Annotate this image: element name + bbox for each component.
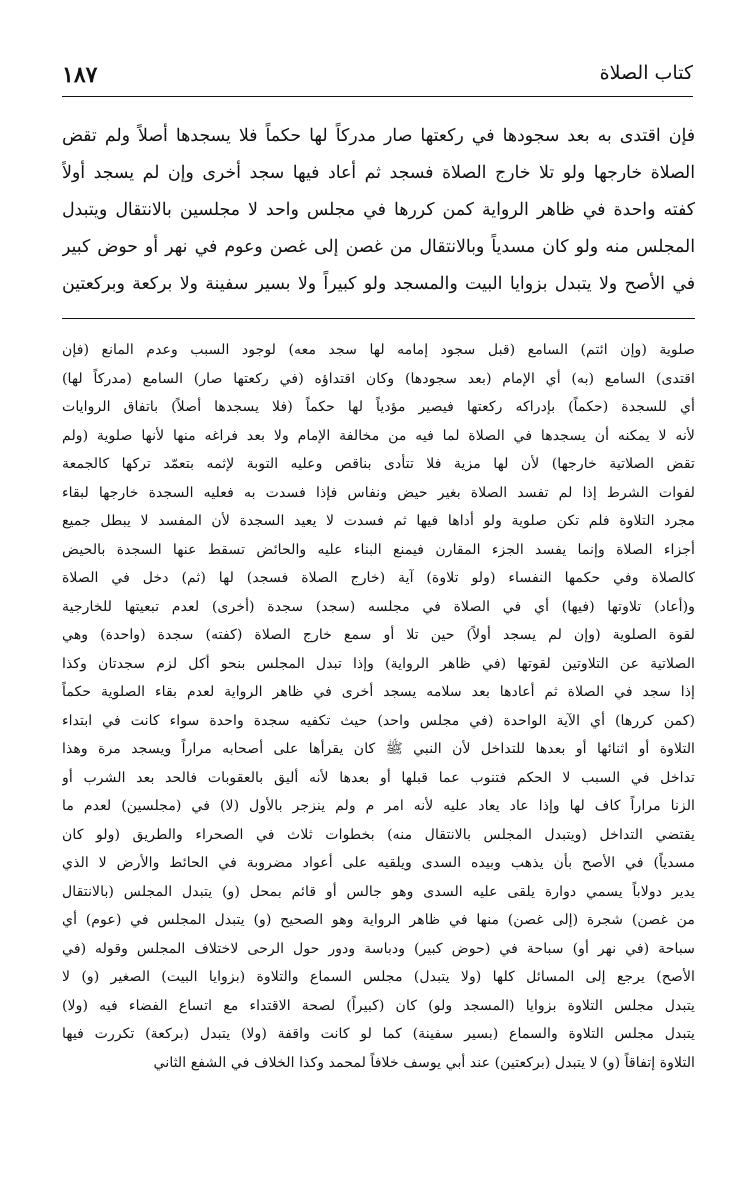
running-title: كتاب الصلاة xyxy=(599,62,693,84)
commentary-line: الزنا مراراً كاف لها وإذا عاد يعاد عليه لأنه امر م ولم ينزجر بالأول (لا) في (مجلسين) لعدم ما xyxy=(62,798,695,814)
commentary-line: الأصح) يرجع إلى المسائل كلها (ولا يتبدل) مجلس السماع والتلاوة (بزوايا البيت) الصغير (و) لا xyxy=(62,969,695,985)
commentary-line: يدير دولاباً يسمي دوارة يلقى عليه السدى وهو جالس أو قائم بمحل (و) يتبدل المجلس (بالانتقال xyxy=(62,883,695,900)
main-text-line: الصلاة خارجها ولو تلا خارج الصلاة فسجد ثم أعاد فيها سجد أخرى وإن لم يسجد أولاً xyxy=(62,163,695,183)
commentary-line: التلاوة إتفاقاً (و) لا يتبدل (بركعتين) عند أبي يوسف خلافاً لمحمد وكذا الخلاف في الشفع الثاني xyxy=(153,1054,695,1071)
main-text-line: المجلس منه ولو كان مسدياً وبالانتقال من غصن إلى غصن وعوم في نهر أو حوض كبير xyxy=(62,237,695,257)
commentary-line: لأنه لا يمكنه أن يسجدها في الصلاة لما فيه من مخالفة الإمام ولا بعد فراغه منها لأنها صلوية (ولم xyxy=(62,427,695,444)
commentary-line: اقتدى) السامع (به) أي الإمام (بعد سجودها) وكان اقتداؤه (في ركعتها صار) السامع (مدركاً لها) xyxy=(62,370,695,387)
commentary-line: مسدياً) في الأصح بأن يذهب وبيده السدى ويلقيه على أعواد مضروبة في الحائط والأرض لا الذي xyxy=(62,855,695,871)
commentary-line: الصلاتية عن التلاوتين لقوتها (في ظاهر الرواية) وإذا تبدل المجلس بنحو أكل لزم سجدتان وكذا xyxy=(62,655,695,672)
commentary-line: كالصلاة وفي حكمها النفساء (ولو تلاوة) آية (خارج الصلاة فسجد) لها (ثم) دخل في الصلاة xyxy=(62,570,695,586)
main-text-line: كفته واحدة في ظاهر الرواية كمن كررها في مجلس واحد لا مجلسين بالانتقال ويتبدل xyxy=(62,200,695,220)
commentary-line: من غصن) شجرة (إلى غصن) منها في ظاهر الرواية وهو الصحيح (و) يتبدل المجلس في (عوم) أي xyxy=(62,912,695,928)
commentary-line: (كمن كررها) أي الآية الواحدة (في مجلس واحد) حيث تكفيه سجدة واحدة سواء كانت في ابتداء xyxy=(62,712,695,729)
commentary-line: صلوية (وإن ائتم) السامع (قبل سجود إمامه لها سجد معه) لوجود السبب وعدم المانع (فإن xyxy=(62,342,695,358)
footnote-divider xyxy=(62,318,695,319)
page-number: ١٨٧ xyxy=(62,62,98,88)
commentary-line: يتبدل مجلس التلاوة والسماع (بسير سفينة) كما لو كانت واقفة (ولا) يتبدل (بركعة) تكررت فيها xyxy=(62,1026,695,1042)
commentary-line: تداخل في السبب لا الحكم فتنوب عما قبلها أو بعدها لأنه أليق بالعقوبات فالحد بعد الشرب أو xyxy=(62,769,695,786)
commentary-line: مجرد التلاوة فلم تكن صلوية ولو أداها فيها ثم فسدت لا يعيد السجدة لأن المفسد لا يبطل جميع xyxy=(62,513,695,529)
commentary-line: أجزاء الصلاة وإنما يفسد الجزء المقارن فيمنع البناء عليه والحائض تسقط عنها السجدة بالحيض xyxy=(62,541,695,558)
commentary-line: سباحة (في نهر أو) سباحة في (حوض كبير) ودباسة ودور حول الرحى لاختلاف المجلس وقوله (في xyxy=(62,940,695,957)
commentary-line: تقض الصلاتية خارجها) لأن لها مزية فلا تتأدى بناقص وعليه التوبة لإثمه بتعمّد تركها كالجمعة xyxy=(62,456,695,472)
commentary-line: التلاوة أو اثنائها أو بعدها للتداخل لأن النبي ﷺ كان يقرأها على أصحابه مراراً ويسجد مرة وهذا xyxy=(62,741,695,757)
commentary-line: لقوة الصلوية (وإن لم يسجد أولاً) حين تلا أو سمع خارج الصلاة (كفته) سجدة (واحدة) وهي xyxy=(62,627,695,643)
main-text-line: في الأصح ولا يتبدل بزوايا البيت والمسجد ولو كبيراً ولا بسير سفينة ولا بركعة وبركعتين xyxy=(62,274,695,294)
commentary-line: يتبدل مجلس التلاوة بزوايا (المسجد ولو) كان (كبيراً) لصحة الاقتداء مع اتساع الفضاء فيه (ولا) xyxy=(62,997,695,1014)
commentary-text xyxy=(62,336,695,1077)
commentary-line: و(أعاد) تلاوتها (فيها) أي في الصلاة في مجلسه (سجد) سجدة (أخرى) لعدم تبعيتها للخارجية xyxy=(62,598,695,615)
commentary-line: يقتضي التداخل (ويتبدل المجلس بالانتقال منه) بخطوات ثلاث في الصحراء والطريق (ولو كان xyxy=(62,826,695,843)
page-header xyxy=(62,52,693,97)
commentary-line: إذا سجد في الصلاة ثم أعادها بعد سلامه يسجد أخرى في ظاهر الرواية لعدم بقاء الصلوية حكماً xyxy=(62,684,695,700)
main-text xyxy=(62,118,695,303)
commentary-line: أي للسجدة (حكماً) بإدراكه ركعتها فيصير مؤدياً لها حكماً (فلا يسجدها أصلاً) باتفاق الروايات xyxy=(62,399,695,415)
commentary-line: لفوات الشرط إذا لم تفسد الصلاة بغير حيض ونفاس فإذا فسدت به فعليه السجدة خارجها لبقاء xyxy=(62,484,695,501)
main-text-line: فإن اقتدى به بعد سجودها في ركعتها صار مدركاً لها حكماً فلا يسجدها أصلاً ولم تقض xyxy=(62,126,695,146)
